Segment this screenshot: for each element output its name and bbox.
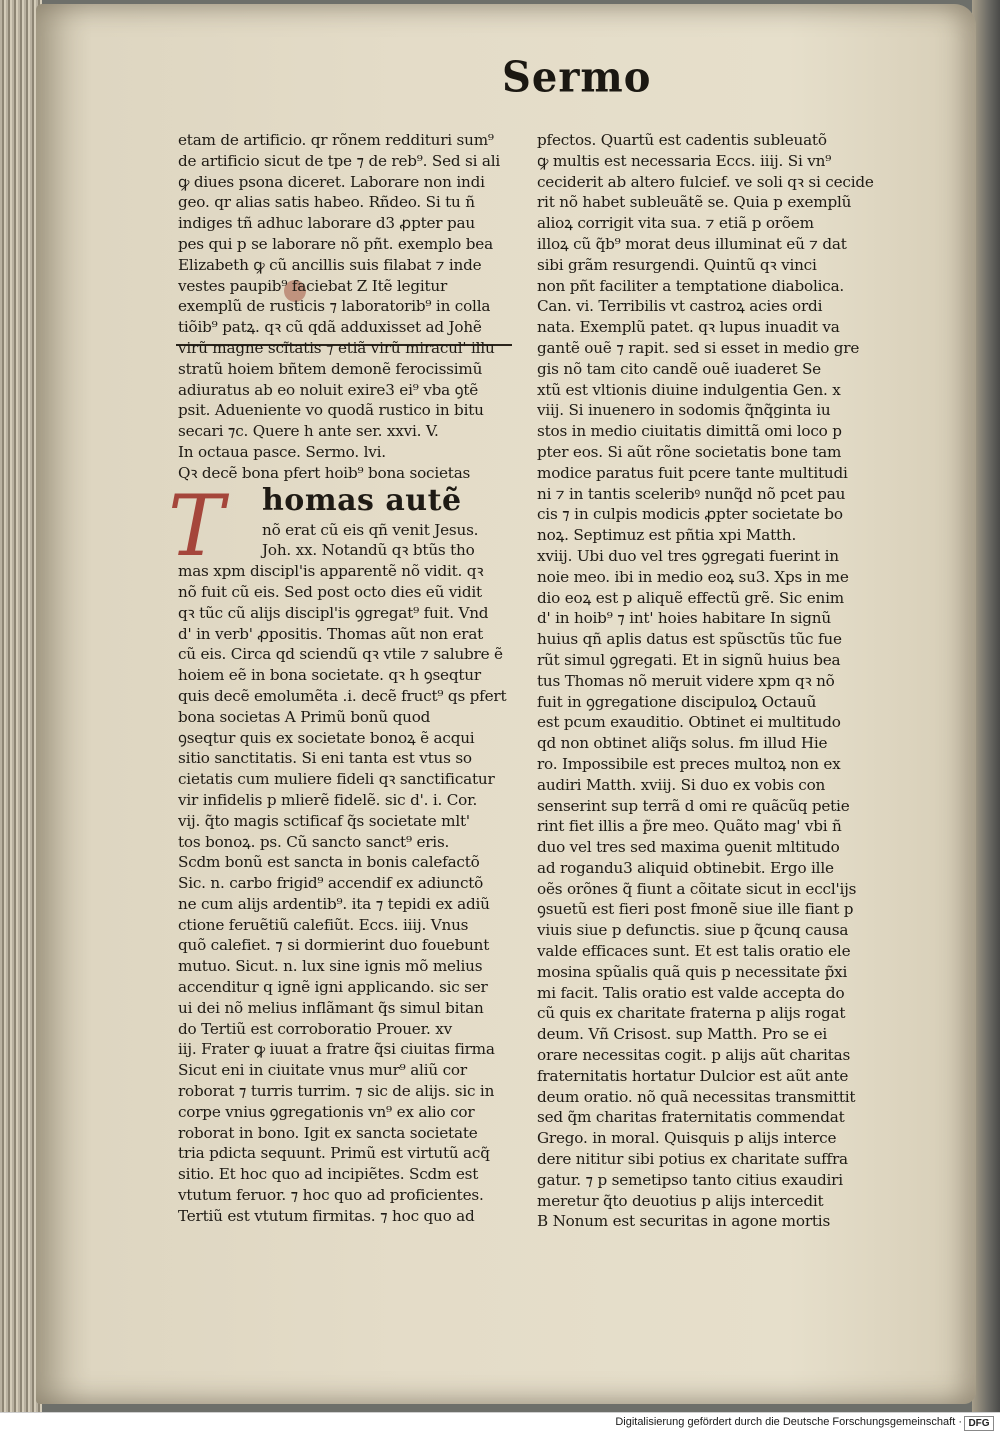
text-line: fraternitatis hortatur Dulcior est aũt ante [537, 1066, 849, 1085]
text-line: ni ⁊ in tantis sceleribꝰ nunq̃d nõ pcet pau [537, 484, 846, 503]
text-line: rũt simul ꝯgregati. Et in signũ huius bea [537, 650, 841, 669]
text-line: ceciderit ab altero fulcief. ve soli qꝛ si cecide [537, 172, 874, 191]
text-line: ne cum alijs ardentib⁹. ita ⁊ tepidi ex adiũ [178, 894, 490, 913]
text-line: gantẽ ouẽ ⁊ rapit. sed si esset in medio gre [537, 338, 860, 357]
text-line: virũ magne scĩtatis ⁊ etiã virũ miracul' illu [178, 338, 495, 357]
text-line: mutuo. Sicut. n. lux sine ignis mõ melius [178, 957, 483, 976]
text-line: viuis siue p defunctis. siue p q̃cunq causa [537, 921, 849, 940]
text-line: indiges tñ adhuc laborare d3 ꝓpter pau [178, 214, 475, 233]
text-line: ad rogandu3 aliquid obtinebit. Ergo ille [537, 858, 834, 877]
text-line: ꝙ multis est necessaria Eccs. iiij. Si vn⁹ [537, 151, 832, 170]
right-text-column [537, 130, 879, 1232]
dfg-logo: DFG [964, 1416, 994, 1431]
text-line: dio eoꝝ est p aliquẽ effectũ grẽ. Sic enim [537, 588, 844, 607]
text-line: modice paratus fuit pcere tante multitudi [537, 463, 848, 482]
text-line: stratũ hoiem bñtem demonẽ ferocissimũ [178, 359, 483, 378]
text-line: non pñt faciliter a temptatione diabolica. [537, 276, 845, 295]
decorated-initial: T [168, 476, 224, 575]
text-line: geo. qr alias satis habeo. Rñdeo. Si tu ñ [178, 193, 475, 212]
text-line: Joh. xx. Notandũ qꝛ btũs tho [262, 541, 475, 560]
text-line: roborat in bono. Igit ex sancta societate [178, 1123, 478, 1142]
text-line: vij. q̃to magis sctificaf q̃s societate mlt' [178, 811, 470, 830]
text-line: gatur. ⁊ p semetipso tanto citius exaudiri [537, 1170, 843, 1189]
text-line: illoꝝ cũ q̃b⁹ morat deus illuminat eũ ⁊ dat [537, 234, 847, 253]
text-line: senserint sup terrã d omi re quãcũq petie [537, 796, 850, 815]
left-text-column [168, 130, 510, 1227]
text-line: Scdm bonũ est sancta in bonis calefactõ [178, 853, 480, 872]
text-line: etam de artificio. qr rõnem reddituri sum⁹ [178, 131, 494, 149]
text-line: pes qui p se laborare nõ pñt. exemplo bea [178, 234, 493, 253]
left-paragraph-a [178, 130, 510, 442]
text-line: Sicut eni in ciuitate vnus mur⁹ aliũ cor [178, 1061, 467, 1080]
text-line: est pcum exauditio. Obtinet ei multitudo [537, 713, 841, 732]
sermon-incipit: homas autẽ [262, 483, 462, 518]
text-line: ꝯsuetũ est fieri post fmonẽ siue ille fiant p [537, 900, 854, 919]
text-line: mi facit. Talis oratio est valde accepta do [537, 983, 845, 1002]
text-line: quõ calefiet. ⁊ si dormierint duo fouebunt [178, 936, 490, 955]
text-line: nata. Exemplũ patet. qꝛ lupus inuadit va [537, 318, 840, 337]
text-line: orare necessitas cogit. p alijs aũt charitas [537, 1046, 851, 1065]
text-line: noie meo. ibi in medio eoꝝ su3. Xps in me [537, 567, 849, 586]
text-line: cietatis cum muliere fideli qꝛ sanctificatur [178, 770, 495, 789]
text-line: xviij. Ubi duo vel tres ꝯgregati fuerint in [537, 546, 839, 565]
text-line: d' in verb' ꝓpositis. Thomas aũt non erat [178, 624, 484, 643]
text-line: corpe vnius ꝯgregationis vn⁹ ex alio cor [178, 1102, 475, 1121]
sermon-rubric: In octaua pasce. Sermo. lvi. [178, 442, 386, 461]
right-paragraph [537, 130, 879, 1232]
text-line: meretur q̃to deuotius p alijs intercedit [537, 1191, 824, 1210]
text-line: cũ eis. Circa qd sciendũ qꝛ vtile ⁊ salubre ẽ [178, 645, 503, 664]
text-line: oẽs orõnes q̃ fiunt a cõitate sicut in eccl'ijs [537, 879, 857, 898]
text-line: audiri Matth. xviij. Si duo ex vobis con [537, 775, 826, 794]
text-line: dere nititur sibi potius ex charitate suffra [537, 1150, 848, 1169]
sermon-summary-rubric: Qꝛ decẽ bona pfert hoib⁹ bona societas [178, 463, 471, 482]
text-line: pter eos. Si aũt rõne societatis bone tam [537, 442, 842, 461]
text-line: quis decẽ emolumẽta .i. decẽ fruct⁹ qs pfert [178, 686, 507, 705]
text-line: exemplũ de rusticis ⁊ laboratorib⁹ in colla [178, 297, 491, 316]
text-line: Can. vi. Terribilis vt castroꝝ acies ordi [537, 297, 823, 316]
text-line: tus Thomas nõ meruit videre xpm qꝛ nõ [537, 671, 835, 690]
text-line: deum. Vñ Crisost. sup Matth. Pro se ei [537, 1025, 828, 1044]
text-line: B Nonum est securitas in agone mortis [537, 1212, 831, 1231]
text-line: ctione feruẽtiũ calefiũt. Eccs. iiij. Vnus [178, 915, 469, 934]
text-line: vtutum feruor. ⁊ hoc quo ad proficientes. [178, 1186, 484, 1205]
text-line: rint fiet illis a p̃re meo. Quãto mag' vbi ñ [537, 817, 842, 836]
text-line: de artificio sicut de tpe ⁊ de reb⁹. Sed si ali [178, 151, 501, 170]
text-line: nõ erat cũ eis qñ venit Jesus. [262, 520, 479, 539]
text-line: roborat ⁊ turris turrim. ⁊ sic de alijs. sic in [178, 1082, 495, 1101]
text-line: qd non obtinet aliq̃s solus. fm illud Hie [537, 734, 828, 753]
text-line: Elizabeth ꝙ cũ ancillis suis filabat ⁊ inde [178, 255, 482, 274]
text-line: Grego. in moral. Quisquis p alijs interce [537, 1129, 837, 1148]
text-line: noꝝ. Septimuz est pñtia xpi Matth. [537, 526, 797, 545]
left-paragraph-b [178, 561, 510, 1227]
text-line: huius qñ aplis datus est spũsctũs tũc fue [537, 630, 842, 649]
text-line: d' in hoib⁹ ⁊ int' hoies habitare In signũ [537, 609, 831, 628]
text-line: gis nõ tam cito candẽ ouẽ iuaderet Se [537, 359, 821, 378]
text-line: vir infidelis p mlierẽ fidelẽ. sic d'. i. Cor. [178, 790, 478, 809]
text-line: Sic. n. carbo frigid⁹ accendif ex adiunctõ [178, 874, 484, 893]
text-line: cũ quis ex charitate fraterna p alijs rogat [537, 1004, 846, 1023]
text-line: stos in medio ciuitatis dimittã omi loco p [537, 422, 842, 441]
text-line: Tertiũ est vtutum firmitas. ⁊ hoc quo ad [178, 1206, 475, 1225]
text-line: rit nõ habet subleuãtẽ se. Quia p exemplũ [537, 193, 852, 212]
text-line: mas xpm discipl'is apparentẽ nõ vidit. qꝛ [178, 562, 484, 581]
footer-bar [0, 1412, 1000, 1433]
text-line: mosina spũalis quã quis p necessitate p̃xi [537, 962, 848, 981]
text-line: qꝛ tũc cũ alijs discipl'is ꝯgregat⁹ fuit. Vnd [178, 603, 489, 622]
text-line: tria pdicta sequunt. Primũ est virtutũ acq̃ [178, 1144, 490, 1163]
text-line: sitio. Et hoc quo ad incipiẽtes. Scdm est [178, 1165, 479, 1184]
text-line: psit. Adueniente vo quodã rustico in bitu [178, 401, 484, 420]
text-line: hoiem eẽ in bona societate. qꝛ h ꝯseqtur [178, 666, 481, 685]
text-line: sibi grãm resurgendi. Quintũ qꝛ vinci [537, 255, 817, 274]
text-line: tos bonoꝝ. ps. Cũ sancto sanct⁹ eris. [178, 832, 450, 851]
text-line: alioꝝ corrigit vita sua. ⁊ etiã p orõem [537, 214, 814, 233]
text-line: nõ fuit cũ eis. Sed post octo dies eũ vidit [178, 582, 482, 601]
text-line: deum oratio. nõ quã necessitas transmittit [537, 1087, 856, 1106]
text-line: bona societas A Primũ bonũ quod [178, 707, 431, 726]
text-line: secari ⁊c. Quere h ante ser. xxvi. V. [178, 422, 439, 441]
text-line: viij. Si inuenero in sodomis q̃nq̃ginta iu [537, 401, 831, 420]
text-line: pfectos. Quartũ est cadentis subleuatõ [537, 131, 827, 149]
text-line: xtũ est vltionis diuine indulgentia Gen. x [537, 380, 841, 399]
text-line: vestes paupib⁹ faciebat Z Itẽ legitur [178, 276, 448, 295]
book-gutter-right [972, 0, 1000, 1412]
text-line: tiõib⁹ patꝝ. qꝛ cũ qdã adduxisset ad Johẽ [178, 318, 482, 337]
text-line: sed q̃m charitas fraternitatis commendat [537, 1108, 845, 1127]
text-line: iij. Frater ꝙ iuuat a fratre q̃si ciuitas firma [178, 1040, 495, 1059]
text-line: fuit in ꝯgregatione discipuloꝝ Octauũ [537, 692, 817, 711]
text-line: sitio sanctitatis. Si eni tanta est vtus so [178, 749, 472, 768]
text-line: adiuratus ab eo noluit exire3 ei⁹ vba ꝯtẽ [178, 380, 479, 399]
text-line: ꝙ diues psona diceret. Laborare non indi [178, 172, 485, 191]
text-line: do Tertiũ est corroboratio Prouer. xv [178, 1019, 452, 1038]
text-line: accenditur q ignẽ igni applicando. sic ser [178, 978, 488, 997]
funding-credit: Digitalisierung gefördert durch die Deutsche Forschungsgemeinschaft · [615, 1416, 962, 1428]
text-line: ui dei nõ melius inflãmant q̃s simul bitan [178, 998, 484, 1017]
text-line: cis ⁊ in culpis modicis ꝓpter societate bo [537, 505, 843, 524]
running-head: Sermo [502, 52, 652, 103]
text-line: duo vel tres sed maxima ꝯuenit mltitudo [537, 838, 840, 857]
text-line: valde efficaces sunt. Et est talis oratio ele [537, 942, 851, 961]
text-line: ro. Impossibile est preces multoꝝ non ex [537, 754, 841, 773]
text-line: ꝯseqtur quis ex societate bonoꝝ ẽ acqui [178, 728, 475, 747]
